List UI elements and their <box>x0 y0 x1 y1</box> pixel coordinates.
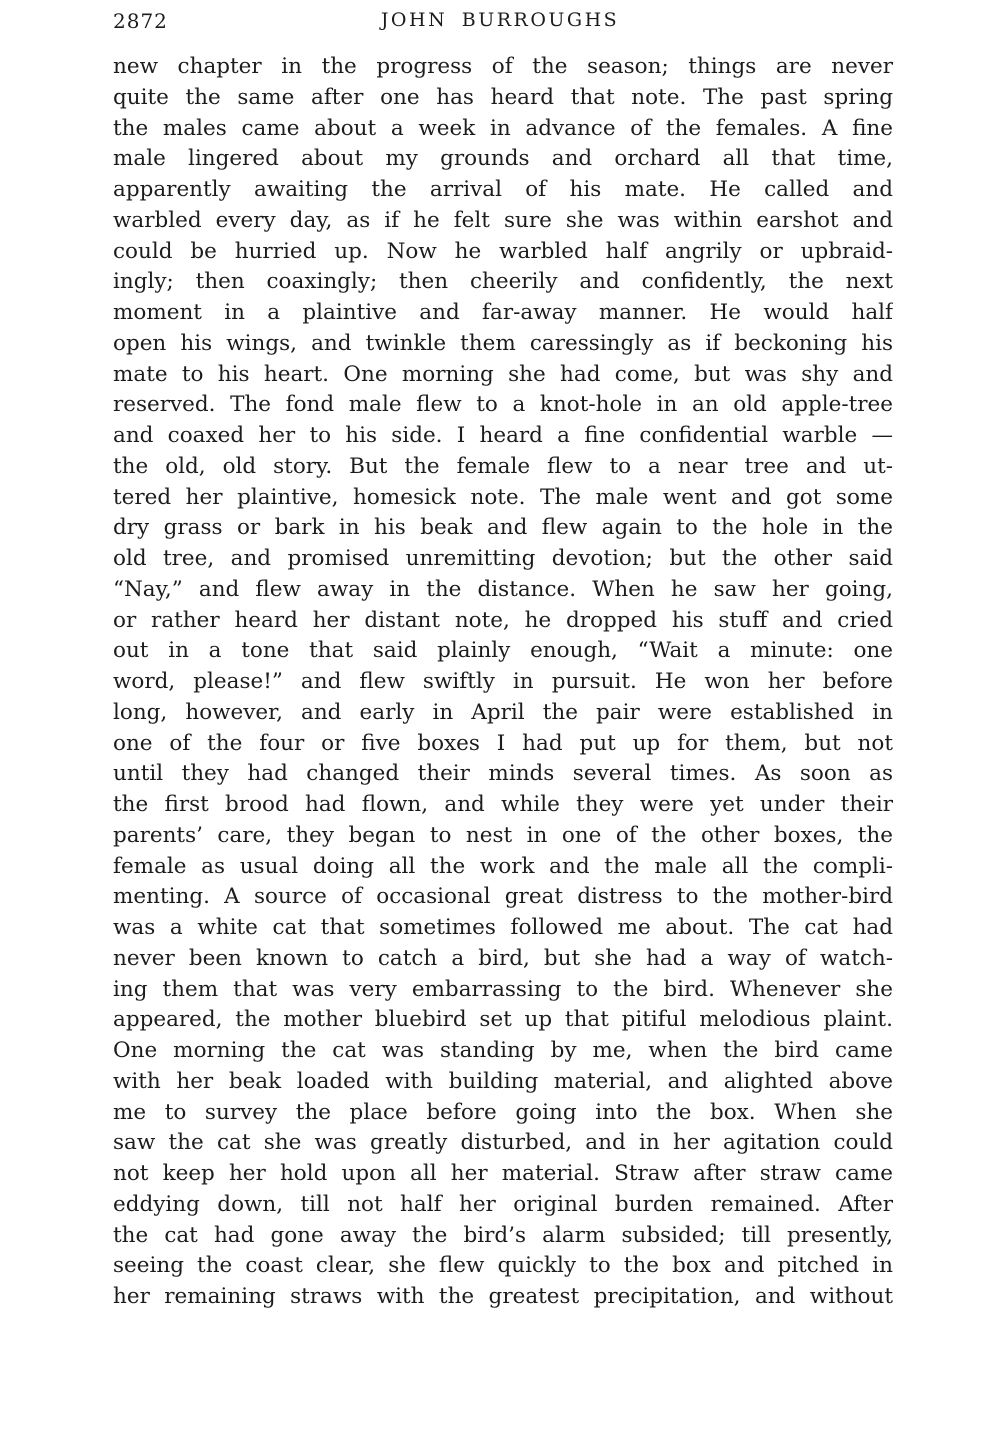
text-line: was a white cat that sometimes followed me about. The cat had <box>113 915 893 940</box>
text-line: not keep her hold upon all her material. Straw after straw came <box>113 1161 893 1186</box>
text-line: eddying down, till not half her original burden remained. After <box>113 1191 893 1217</box>
text-line: with her beak loaded with building material, and alighted above <box>113 1068 893 1094</box>
page-number: 2872 <box>113 9 168 33</box>
text-line: reserved. The fond male flew to a knot-hole in an old apple-tree <box>113 392 893 418</box>
text-line: mate to his heart. One morning she had come, but was shy and <box>113 361 893 387</box>
text-line: open his wings, and twinkle them caressingly as if beckoning his <box>113 330 893 356</box>
text-line: word, please!” and flew swiftly in pursuit. He won her before <box>113 669 893 694</box>
text-line: the first brood had flown, and while they were yet under their <box>113 792 893 817</box>
text-line: female as usual doing all the work and the male all the compli- <box>113 853 893 879</box>
text-line: or rather heard her distant note, he dropped his stuff and cried <box>113 607 893 633</box>
text-line: her remaining straws with the greatest precipitation, and without <box>113 1284 893 1309</box>
text-line: old tree, and promised unremitting devotion; but the other said <box>113 546 893 571</box>
text-line: and coaxed her to his side. I heard a fine confidential warble — <box>113 423 893 448</box>
text-line: the cat had gone away the bird’s alarm subsided; till presently, <box>113 1222 893 1248</box>
text-line: the old, old story. But the female flew to a near tree and ut- <box>113 453 893 479</box>
running-head: JOHN BURROUGHS <box>380 9 620 31</box>
text-line: apparently awaiting the arrival of his mate. He called and <box>113 177 893 202</box>
text-line: male lingered about my grounds and orchard all that time, <box>113 146 893 172</box>
text-line: saw the cat she was greatly disturbed, and in her agitation could <box>113 1130 893 1156</box>
text-line: new chapter in the progress of the season; things are never <box>113 54 893 79</box>
text-line: menting. A source of occasional great distress to the mother-bird <box>113 884 893 910</box>
text-line: appeared, the mother bluebird set up that pitiful melodious plaint. <box>113 1007 893 1033</box>
text-line: parents’ care, they began to nest in one of the other boxes, the <box>113 822 893 848</box>
text-line: warbled every day, as if he felt sure she was within earshot and <box>113 207 893 233</box>
text-line: out in a tone that said plainly enough, “Wait a minute: one <box>113 638 893 664</box>
text-line: seeing the coast clear, she flew quickly to the box and pitched in <box>113 1253 893 1279</box>
text-line: dry grass or bark in his beak and flew again to the hole in the <box>113 515 893 541</box>
text-line: the males came about a week in advance of the females. A fine <box>113 115 893 141</box>
body-text <box>113 52 893 1313</box>
text-line: ing them that was very embarrassing to the bird. Whenever she <box>113 976 893 1002</box>
text-line: long, however, and early in April the pair were established in <box>113 699 893 725</box>
text-line: quite the same after one has heard that note. The past spring <box>113 84 893 110</box>
text-line: moment in a plaintive and far-away manner. He would half <box>113 300 893 325</box>
text-line: tered her plaintive, homesick note. The male went and got some <box>113 484 893 510</box>
text-line: could be hurried up. Now he warbled half angrily or upbraid- <box>113 238 893 264</box>
text-line: never been known to catch a bird, but she had a way of watch- <box>113 945 893 971</box>
text-line: One morning the cat was standing by me, when the bird came <box>113 1038 893 1063</box>
text-line: ingly; then coaxingly; then cheerily and confidently, the next <box>113 269 893 295</box>
text-line: me to survey the place before going into the box. When she <box>113 1099 893 1125</box>
text-line: one of the four or five boxes I had put up for them, but not <box>113 730 893 756</box>
text-line: until they had changed their minds several times. As soon as <box>113 761 893 787</box>
text-line: “Nay,” and flew away in the distance. When he saw her going, <box>113 576 893 602</box>
